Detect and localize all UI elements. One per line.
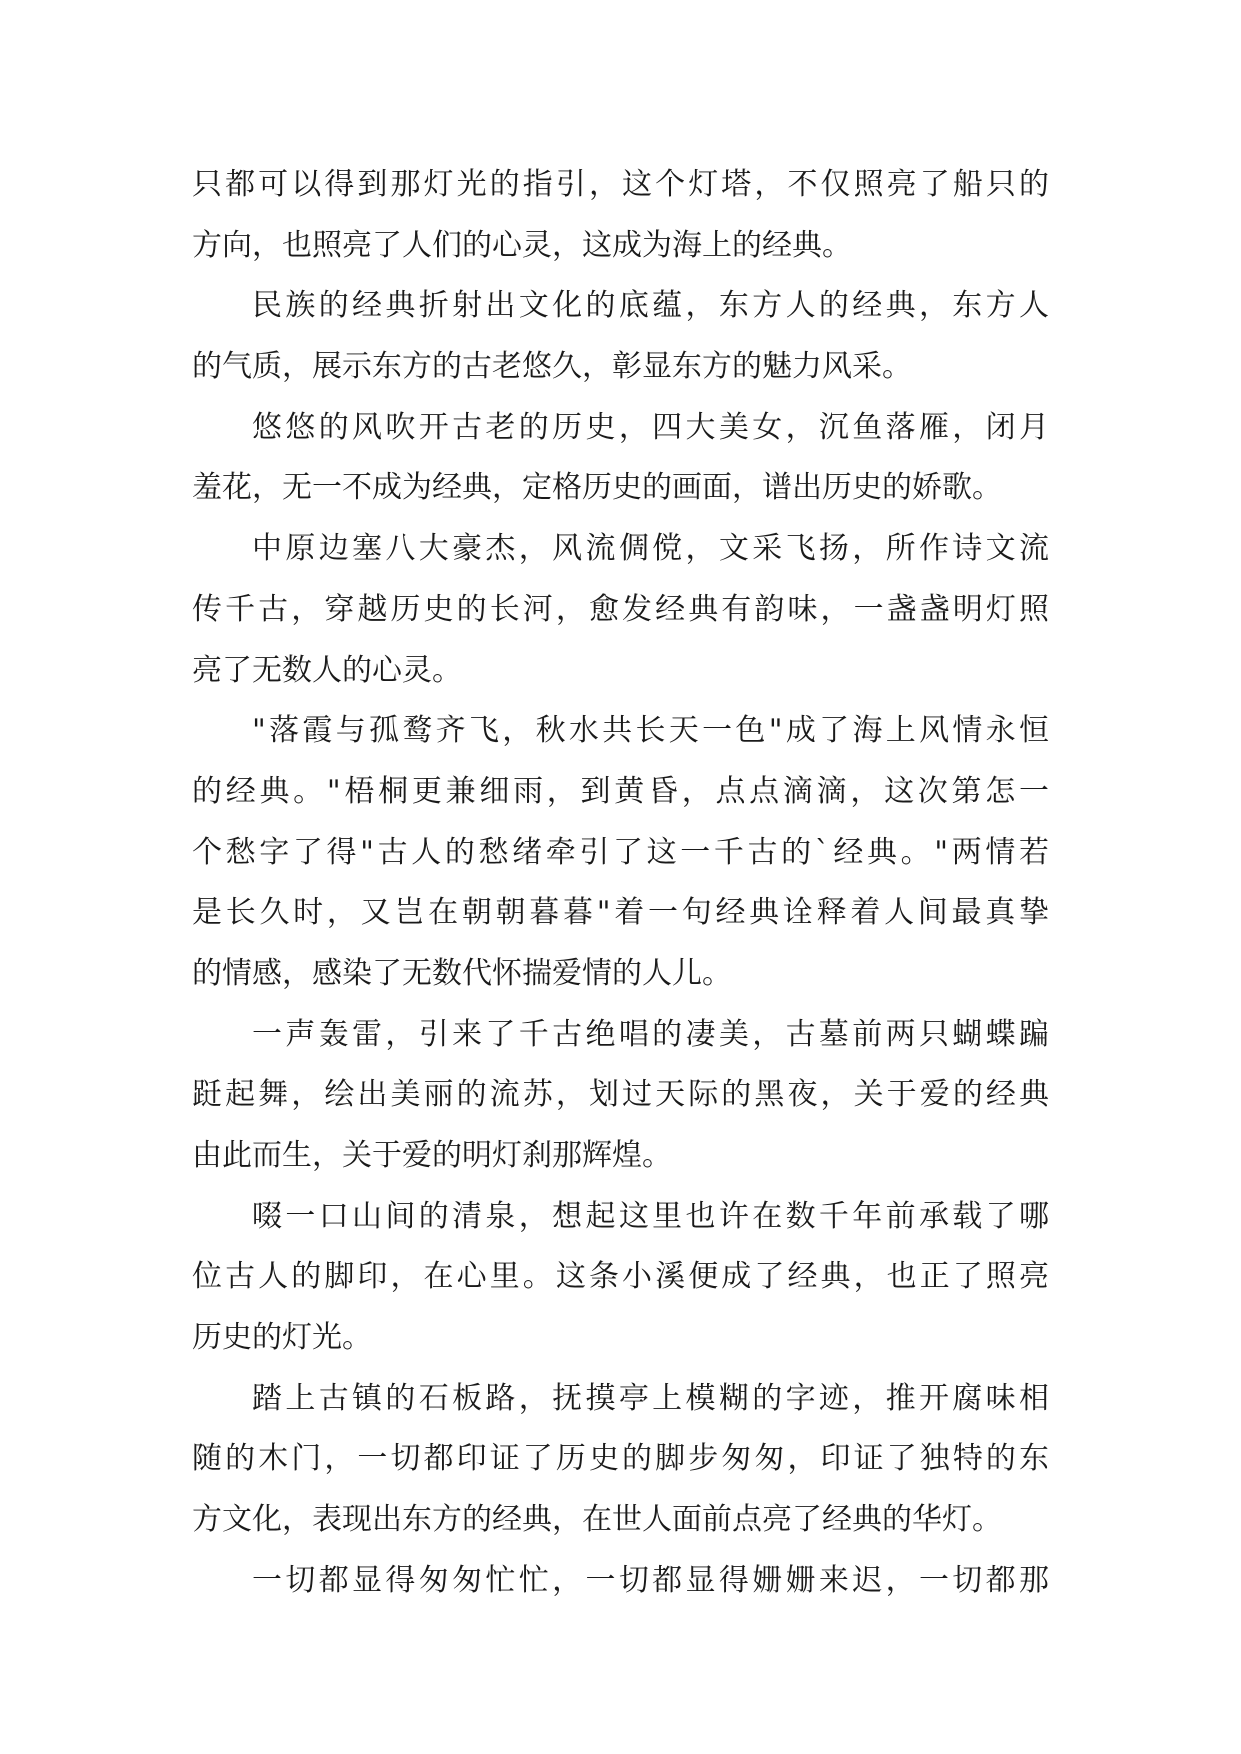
text-line: 由此而生，关于爱的明灯刹那辉煌。 (192, 1138, 672, 1173)
text-line: 方向，也照亮了人们的心灵，这成为海上的经典。 (192, 227, 852, 263)
text-line: 历史的灯光。 (192, 1320, 372, 1356)
text-line: 的经典。"梧桐更兼细雨，到黄昏，点点滴滴，这次第怎一 (192, 773, 1049, 809)
text-line: 的气质，展示东方的古老悠久，彰显东方的魅力风采。 (192, 349, 912, 385)
text-line: 跹起舞，绘出美丽的流苏，划过天际的黑夜，关于爱的经典 (192, 1077, 1049, 1113)
text-line: 只都可以得到那灯光的指引，这个灯塔，不仅照亮了船只的 (192, 167, 1049, 202)
text-line: 亮了无数人的心灵。 (192, 652, 462, 688)
text-line: 传千古，穿越历史的长河，愈发经典有韵味，一盏盏明灯照 (192, 591, 1049, 627)
text-line: 随的木门，一切都印证了历史的脚步匆匆，印证了独特的东 (192, 1441, 1049, 1477)
text-line: 悠悠的风吹开古老的历史，四大美女，沉鱼落雁，闭月 (252, 409, 1049, 445)
text-line: 羞花，无一不成为经典，定格历史的画面，谱出历史的娇歌。 (192, 470, 1002, 506)
text-line: 的情感，感染了无数代怀揣爱情的人儿。 (192, 955, 732, 991)
text-line: 一声轰雷，引来了千古绝唱的凄美，古墓前两只蝴蝶蹁 (252, 1016, 1049, 1052)
text-line: 方文化，表现出东方的经典，在世人面前点亮了经典的华灯。 (192, 1502, 1002, 1538)
text-line: 一切都显得匆匆忙忙，一切都显得姗姗来迟，一切都那 (252, 1562, 1049, 1598)
document-body (192, 155, 1049, 1612)
text-line: 位古人的脚印，在心里。这条小溪便成了经典，也正了照亮 (192, 1259, 1049, 1295)
text-line: 个愁字了得"古人的愁绪牵引了这一千古的`经典。"两情若 (192, 834, 1049, 870)
text-line: 是长久时，又岂在朝朝暮暮"着一句经典诠释着人间最真挚 (192, 895, 1049, 931)
text-line: "落霞与孤鹜齐飞，秋水共长天一色"成了海上风情永恒 (252, 713, 1049, 749)
text-line: 踏上古镇的石板路，抚摸亭上模糊的字迹，推开腐味相 (252, 1380, 1049, 1416)
text-line: 民族的经典折射出文化的底蕴，东方人的经典，东方人 (252, 288, 1049, 324)
text-line: 啜一口山间的清泉，想起这里也许在数千年前承载了哪 (252, 1198, 1049, 1234)
text-line: 中原边塞八大豪杰，风流倜傥，文采飞扬，所作诗文流 (252, 531, 1049, 567)
